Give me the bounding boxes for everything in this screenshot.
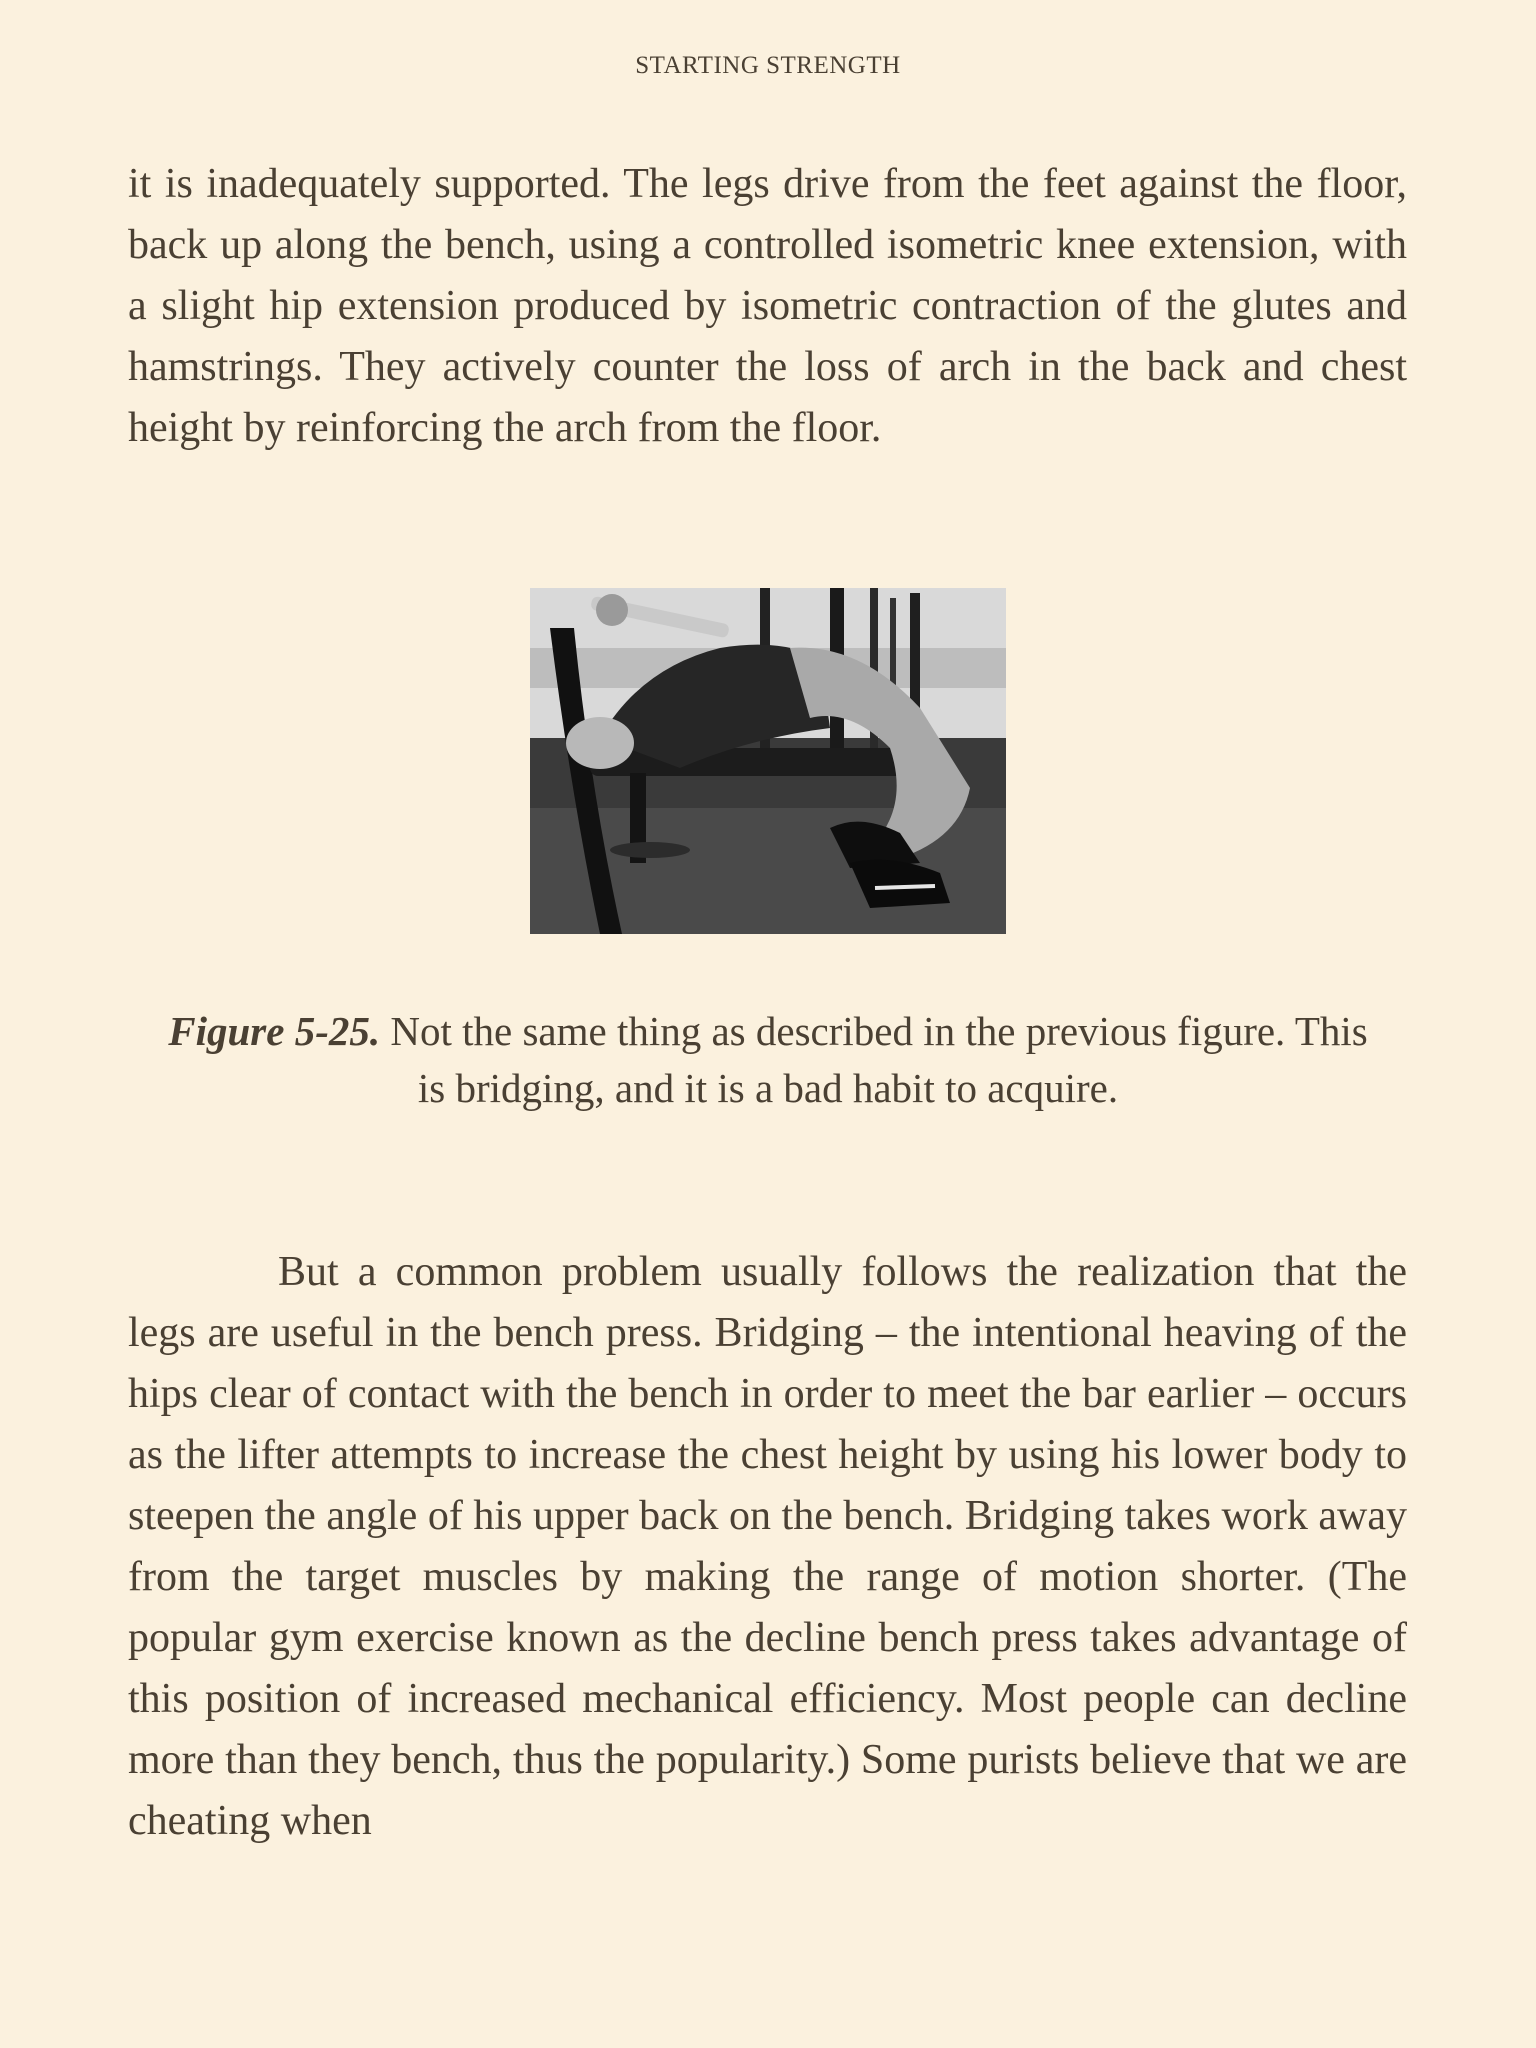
figure-label: Figure 5-25.: [168, 1008, 381, 1054]
figure-caption: [160, 1003, 1376, 1117]
running-header: STARTING STRENGTH: [635, 52, 901, 79]
body-paragraph: But a common problem usually follows the realization that the legs are useful in the bench press. Bridging – the intentional heaving of the hips clear of contact with the bench in order to meet the bar earlier – occurs as the lifter attempts to increase the chest height by using his lower body to steepen the angle of his upper back on the bench. Bridging takes work away from the target muscles by making the range of motion shorter. (The popular gym exercise known as the decline bench press takes advantage of this position of increased mechanical efficiency. Most people can decline more than they bench, thus the popularity.) Some purists believe that we are cheating when: [128, 1249, 1407, 1844]
figure-caption-text: Not the same thing as described in the previous figure. This is bridging, and it is a bad habit to acquire.: [380, 1008, 1368, 1111]
figure-photo: [530, 588, 1006, 934]
body-paragraph: it is inadequately supported. The legs drive from the feet against the floor, back up along the bench, using a controlled isometric knee extension, with a slight hip extension produced by isometric contraction of the glutes and hamstrings. They actively counter the loss of arch in the back and chest height by reinforcing the arch from the floor.: [128, 161, 1407, 451]
bench-press-bridging-photo: [530, 588, 1006, 934]
